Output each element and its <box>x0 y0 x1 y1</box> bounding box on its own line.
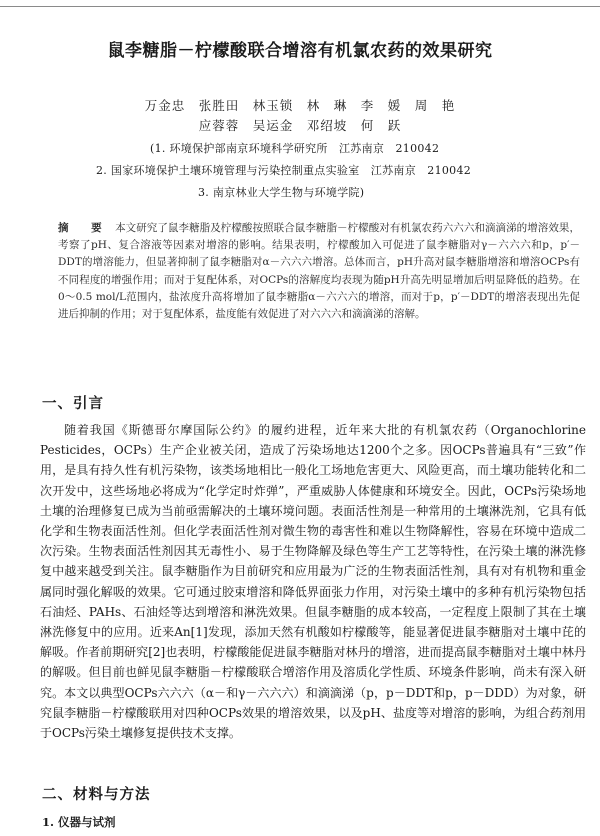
section-heading-methods: 二、材料与方法 <box>42 786 151 803</box>
affiliation-2: 2. 国家环境保护土壤环境管理与污染控制重点实验室 江苏南京 210042 <box>96 164 472 177</box>
affiliation-3: 3. 南京林业大学生物与环境学院) <box>198 186 365 199</box>
abstract <box>58 220 580 323</box>
top-rule <box>0 6 600 7</box>
paper-title: 鼠李糖脂－柠檬酸联合增溶有机氯农药的效果研究 <box>107 41 493 61</box>
authors-line-1: 万金忠 张胜田 林玉锁 林 琳 李 媛 周 艳 <box>144 98 456 113</box>
abstract-label: 摘 要 <box>58 222 108 234</box>
section-heading-introduction: 一、引言 <box>42 395 104 412</box>
introduction-body: 随着我国《斯德哥尔摩国际公约》的履约进程，近年来大批的有机氯农药（Organochlorine Pesticides，OCPs）生产企业被关闭，造成了污染场地达1200个之多。因OCPs普遍具有“三致”作用，是具有持久性有机污染物，该类场地相比一般化工场地危害更大、风险更高，而土壤功能转化和二次开发中，这些场地必将成为“化学定时炸弹”，严重威胁人体健康和环境安全。因此，OCPs污染场地土壤的治理修复已成为当前亟需解决的土壤环境问题。表面活性剂是一种常用的土壤淋洗剂，它具有低化学和生物表面活性剂。但化学表面活性剂对微生物的毒害性和难以生物降解性，容易在环境中造成二次污染。生物表面活性剂因其无毒性小、易于生物降解及绿色等生产工艺等特性，在污染土壤的淋洗修复中越来越受到关注。鼠李糖脂作为目前研究和应用最为广泛的生物表面活性剂，具有对有机物和重金属同时强化解吸的效果。它可通过胶束增溶和降低界面张力作用，对污染土壤中的多种有机污染物包括石油烃、PAHs、石油烃等达到增溶和淋洗效果。但鼠李糖脂的成本较高，一定程度上限制了其在土壤淋洗修复中的应用。近来An[1]发现，添加天然有机酸如柠檬酸等，能显著促进鼠李糖脂对土壤中芘的解吸。作者前期研究[2]也表明，柠檬酸能促进鼠李糖脂对林丹的增溶，进而提高鼠李糖脂对土壤中林丹的解吸。但目前也鲜见鼠李糖脂－柠檬酸联合增溶作用及溶质化学性质、环境条件影响，尚未有深入研究。本文以典型OCPs六六六（α－和γ－六六六）和滴滴涕（p，p－DDT和p，p－DDD）为对象，研究鼠李糖脂－柠檬酸联用对四种OCPs效果的增溶效果，以及pH、盐度等对增溶的影响，为组合药剂用于OCPs污染土壤修复提供技术支撑。 <box>40 423 586 741</box>
subsection-heading-instruments: 1. 仪器与试剂 <box>42 815 116 829</box>
authors-line-2: 应蓉蓉 吴运金 邓绍坡 何 跃 <box>198 118 402 133</box>
abstract-text: 本文研究了鼠李糖脂及柠檬酸按照联合鼠李糖脂－柠檬酸对有机氯农药六六六和滴滴涕的增溶效果，考察了pH、复合溶液等因素对增溶的影响。结果表明，柠檬酸加入可促进了鼠李糖脂对γ－六六六和p，p′－DDT的增溶能力，但显著抑制了鼠李糖脂对α－六六六增溶。总体而言，pH升高对鼠李糖脂增溶和增溶OCPs有不同程度的增强作用；而对于复配体系，对OCPs的溶解度均表现为随pH升高先明显增加后明显降低的趋势。在0～0.5 mol/L范围内，盐浓度升高将增加了鼠李糖脂α－六六六的增溶，而对于p，p′－DDT的增溶表现出先促进后抑制的作用；对于复配体系，盐度能有效促进了对六六六和滴滴涕的溶解。 <box>58 222 580 321</box>
affiliation-1: (1. 环境保护部南京环境科学研究所 江苏南京 210042 <box>150 142 440 155</box>
